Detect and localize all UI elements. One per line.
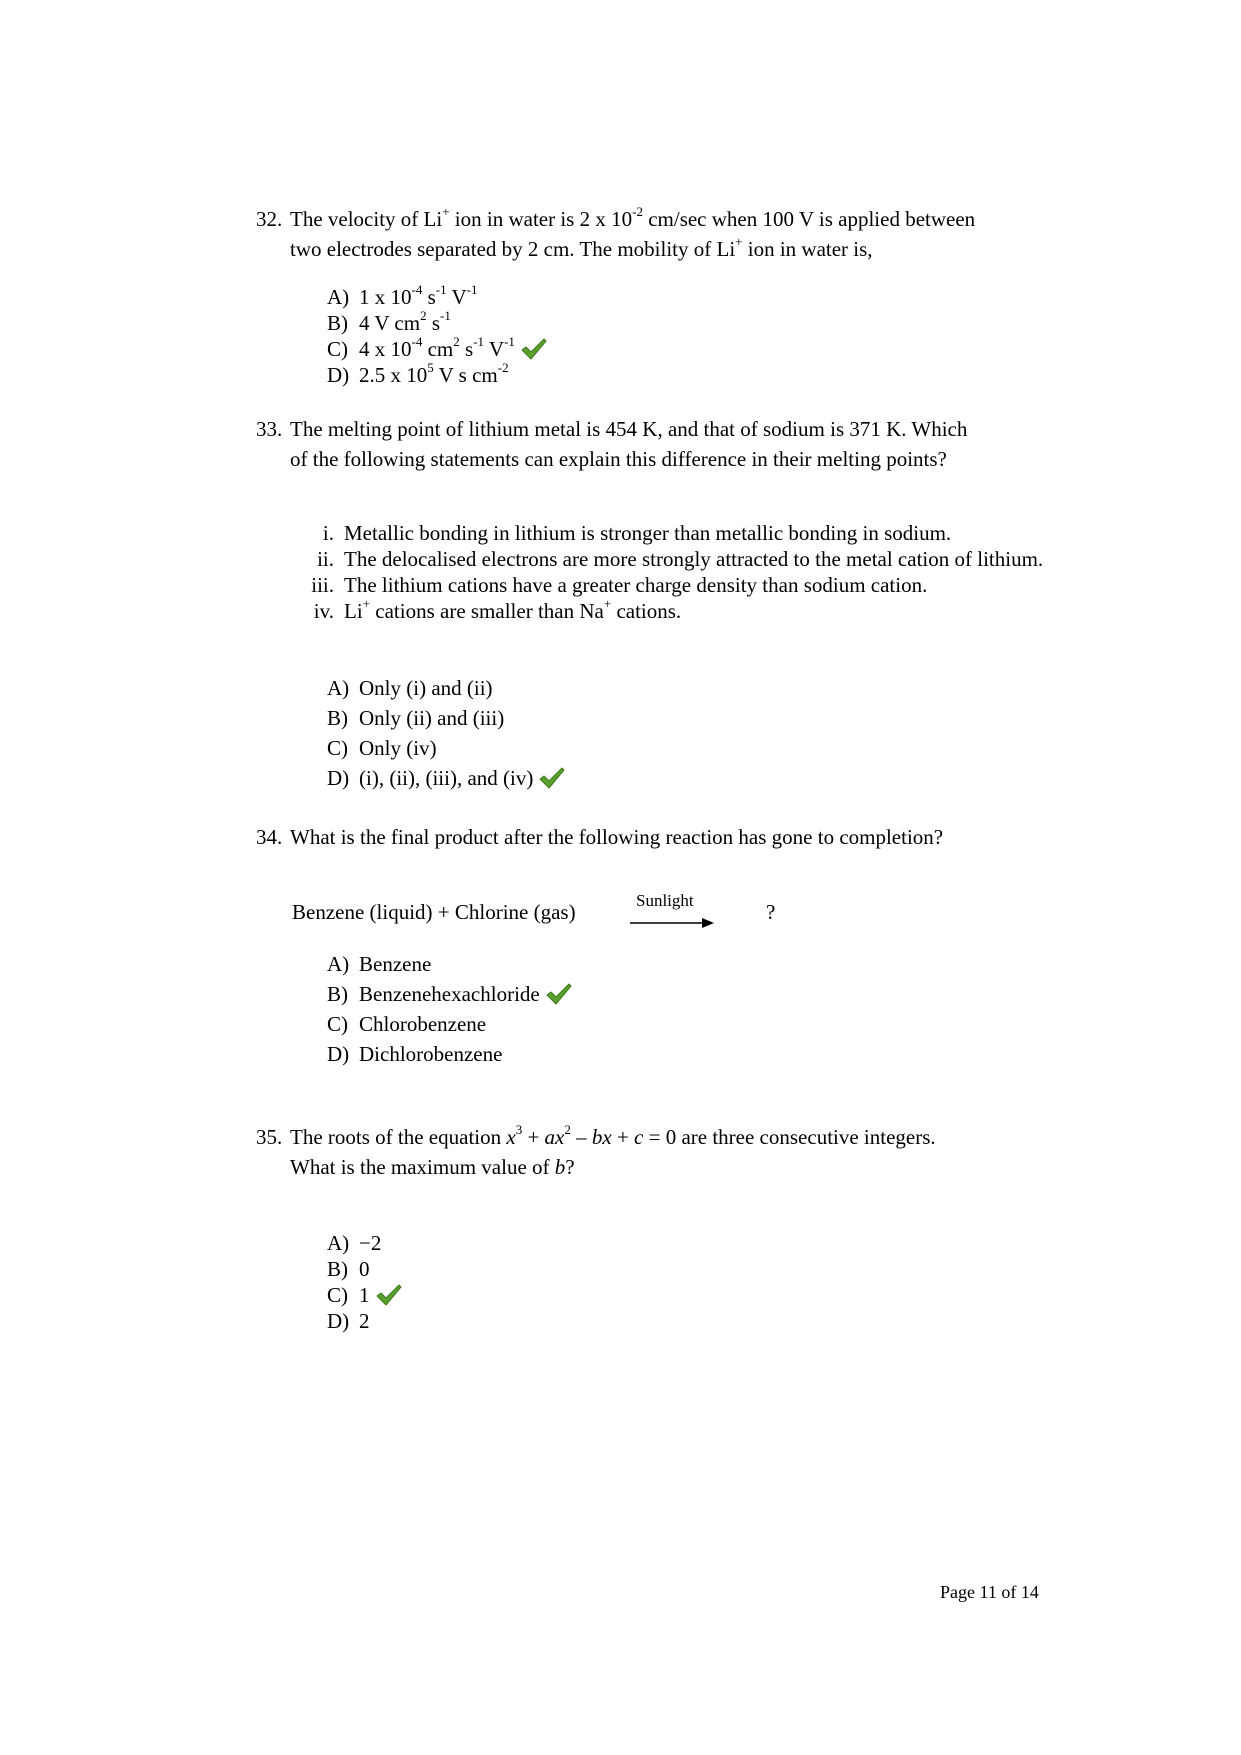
question-number: 33. [256,417,283,441]
option-text: 2.5 x 10 [359,363,428,387]
option-text: Benzene [359,952,432,976]
superscript: + [735,234,743,249]
superscript: -1 [440,308,451,323]
option-label: D) [327,1309,350,1333]
option-text: 1 [359,1283,370,1307]
checkmark-icon [539,767,565,789]
option-b [327,1256,402,1282]
question-35-line-2 [256,1152,1056,1182]
option-text: Only (iv) [359,736,437,760]
option-label: D) [327,363,350,387]
variable: ax [544,1125,565,1149]
question-text: two electrodes separated by 2 cm. The mobility of Li [290,237,736,261]
superscript: -2 [497,360,509,375]
option-text: 0 [359,1257,370,1281]
statement-text: Metallic bonding in lithium is stronger than metallic bonding in sodium. [344,521,952,545]
superscript: + [362,596,371,611]
option-label: A) [327,285,350,309]
option-text: Only (ii) and (iii) [359,706,505,730]
variable: c [634,1125,644,1149]
question-32 [256,204,1056,264]
option-b [327,979,572,1009]
reaction-equation [292,891,892,940]
statement-ii [296,546,1056,572]
variable: b [554,1155,566,1179]
question-35-options [327,1230,402,1334]
option-label: B) [327,311,348,335]
option-label: A) [327,1231,350,1255]
question-text: of the following statements can explain this difference in their melting points? [290,447,947,471]
question-text: What is the final product after the following reaction has gone to completion? [290,825,944,849]
question-number: 32. [256,207,283,231]
question-34-line-1 [256,822,1056,852]
question-33-options [327,673,565,793]
statement-iv [296,598,1056,624]
option-text: 2 [359,1309,370,1333]
question-32-line-2 [256,234,1056,264]
option-c [327,733,565,763]
statement-numeral: iv. [313,599,334,623]
statement-text: Li [344,599,363,623]
statement-text: The delocalised electrons are more strongly attracted to the metal cation of lithium. [344,547,1044,571]
question-34-options [327,949,572,1069]
question-text: ion in water is, [742,237,873,261]
superscript: + [603,596,612,611]
statement-text: cations. [611,599,682,623]
variable: bx [591,1125,612,1149]
question-text: What is the maximum value of [290,1155,555,1179]
option-a [327,284,547,310]
option-text: Benzenehexachloride [359,982,540,1006]
superscript: -1 [466,282,478,297]
question-35-line-1 [256,1122,1056,1152]
statement-text: The lithium cations have a greater charge density than sodium cation. [344,573,928,597]
question-33-line-2 [256,444,1056,474]
option-label: C) [327,1012,348,1036]
option-text: Chlorobenzene [359,1012,487,1036]
option-d [327,763,565,793]
question-text: = 0 are three consecutive integers. [643,1125,936,1149]
superscript: 5 [427,360,434,375]
operator: – [570,1125,592,1149]
option-text: −2 [359,1231,382,1255]
question-number: 35. [256,1125,283,1149]
option-label: A) [327,952,350,976]
option-d [327,1039,572,1069]
question-text: cm/sec when 100 V is applied between [642,207,976,231]
option-text: (i), (ii), (iii), and (iv) [359,766,534,790]
operator: + [522,1125,545,1149]
statement-i [296,520,1056,546]
superscript: -4 [411,334,423,349]
question-35 [256,1122,1056,1182]
question-number: 34. [256,825,283,849]
arrow-label: Sunlight [636,891,694,910]
option-text: 4 V cm [359,311,421,335]
option-text: Only (i) and (ii) [359,676,493,700]
superscript: -1 [473,334,485,349]
option-label: C) [327,1283,348,1307]
question-33-statements [296,520,1056,624]
question-text: The roots of the equation [290,1125,507,1149]
product-unknown: ? [766,900,776,924]
question-32-options [327,284,547,388]
option-b [327,703,565,733]
option-d [327,1308,402,1334]
option-d [327,362,547,388]
option-b [327,310,547,336]
question-33 [256,414,1056,474]
option-label: B) [327,1257,348,1281]
reactants: Benzene (liquid) + Chlorine (gas) [292,900,576,924]
option-c [327,1282,402,1308]
statement-numeral: iii. [311,573,334,597]
superscript: -2 [632,204,643,219]
option-label: C) [327,736,348,760]
question-text: The velocity of Li [290,207,443,231]
superscript: -1 [435,282,447,297]
variable: x [506,1125,516,1149]
option-text: s [459,337,474,361]
option-c [327,1009,572,1039]
question-33-line-1 [256,414,1056,444]
option-a [327,673,565,703]
option-text: s [422,285,436,309]
question-text: ? [565,1155,575,1179]
option-text: s [426,311,440,335]
operator: + [611,1125,635,1149]
question-text: ion in water is 2 x 10 [449,207,633,231]
question-34 [256,822,1056,852]
option-c [327,336,547,362]
question-text: The melting point of lithium metal is 454 K, and that of sodium is 371 K. Which [290,417,968,441]
option-label: A) [327,676,350,700]
superscript: + [442,204,450,219]
option-text: V [446,285,467,309]
option-a [327,949,572,979]
option-a [327,1230,402,1256]
statement-numeral: i. [322,521,334,545]
option-text: V [484,337,505,361]
statement-text: cations are smaller than Na [370,599,604,623]
reaction-arrow [628,892,714,935]
question-32-line-1 [256,204,1056,234]
statement-numeral: ii. [317,547,334,571]
statement-iii [296,572,1056,598]
page-number: Page 11 of 14 [940,1582,1039,1602]
checkmark-icon [376,1284,402,1306]
option-text: 4 x 10 [359,337,412,361]
option-text: Dichlorobenzene [359,1042,503,1066]
option-text: V s cm [433,363,498,387]
option-text: cm [422,337,454,361]
superscript: 2 [453,334,460,349]
option-label: D) [327,1042,350,1066]
option-text: 1 x 10 [359,285,412,309]
option-label: B) [327,982,348,1006]
option-label: D) [327,766,350,790]
superscript: 3 [515,1122,523,1137]
superscript: 2 [420,308,427,323]
option-label: B) [327,706,348,730]
checkmark-icon [521,338,547,360]
option-label: C) [327,337,348,361]
superscript: -4 [411,282,423,297]
arrow-icon [628,917,714,929]
checkmark-icon [546,983,572,1005]
superscript: -1 [504,334,515,349]
superscript: 2 [564,1122,571,1137]
